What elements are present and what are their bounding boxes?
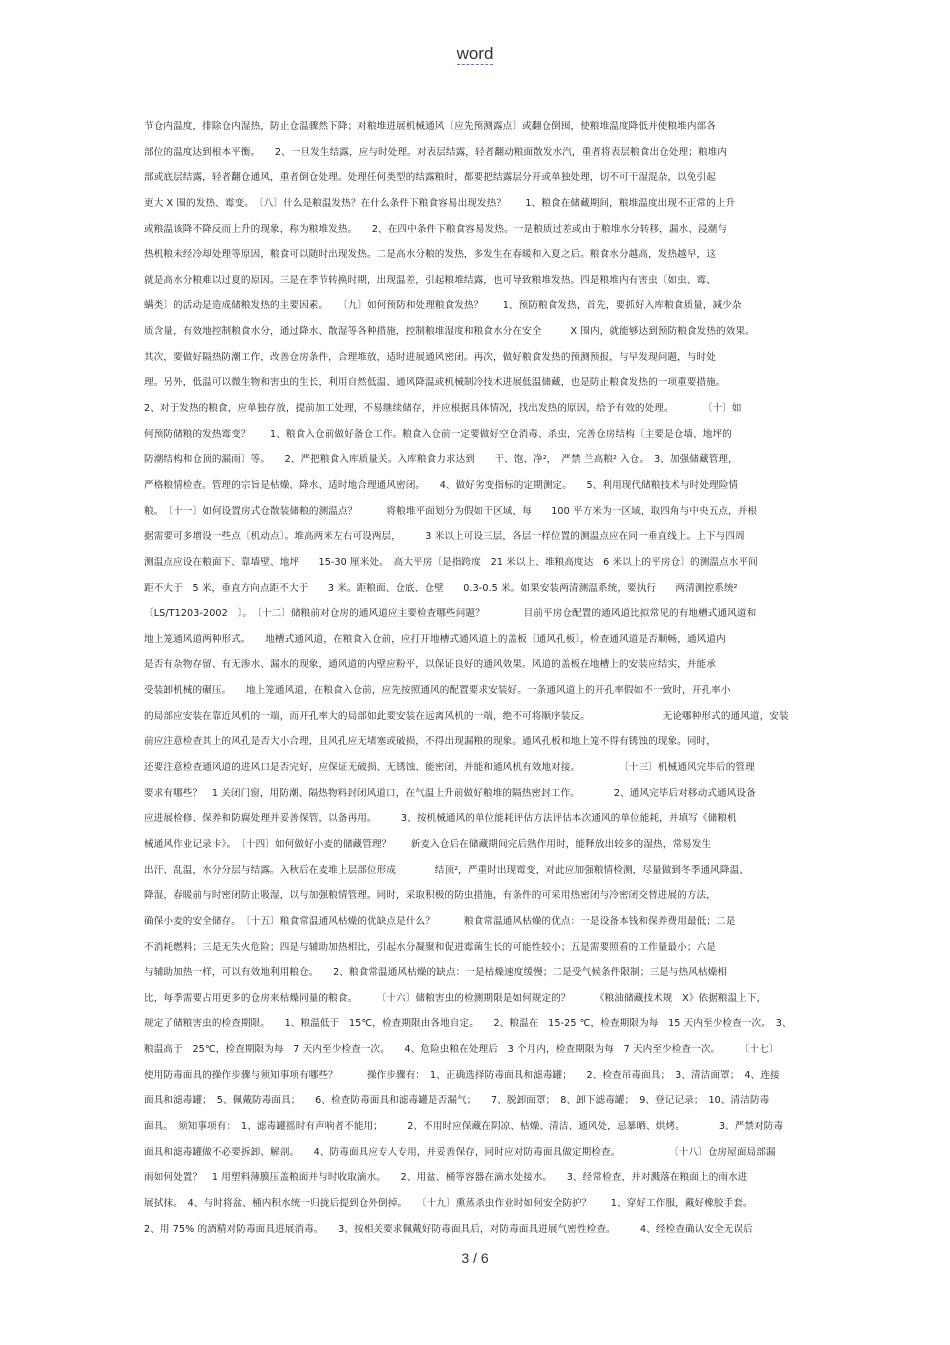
text-line: 雨如何处置？ 1 用塑料薄膜压盖粮面并与时收取滴水。 2、用盆、桶等容器在滴水处接水。 3、经常检查，并对溅落在粮面上的雨水进 <box>144 1172 748 1184</box>
text-line: 其次，要做好隔热防潮工作，改善仓房条件，合理堆放，适时进展通风密闭。再次，做好粮食发热的预测预报，与早发现问题，与时处 <box>144 351 716 363</box>
text-line: 规定了储粮害虫的检查期限。 1、粮温低于 15℃，检查期限由各地自定。 2、粮温在 15-25 ℃，检查期限为每 15 天内至少检查一次。 3、 <box>144 1018 792 1030</box>
text-line: 降湿，春暖前与时密闭防止吸湿，以与加强粮情管理。同时，采取积极的防虫措施，有条件的可采用热密闭与冷密闭交替进展的方法， <box>144 890 716 902</box>
text-line: 严格粮情检查。管理的宗旨是枯燥、降水、适时地合理通风密闭。 4、做好劣变指标的定期测定。 5、利用现代储粮技术与时处理险情 <box>144 479 739 491</box>
text-line: 更大 X 围的发热、霉变。 〔八〕什么是粮温发热？在什么条件下粮食容易出现发热？ 1、粮食在储藏期间，粮堆温度出现不正常的上升 <box>144 197 736 209</box>
document-body <box>144 114 806 1242</box>
text-line: 〔LS/T1203-2002 〕。 〔十二〕储粮前对仓房的通风道应主要检查哪些问题？ 目前平房仓配置的通风道比拟常见的有地槽式通风道和 <box>144 608 757 620</box>
text-line: 的局部应安装在靠近风机的一端，而开孔率大的局部如此要安装在远离风机的一端，绝不可将顺序装反。 无论哪种形式的通风道，安装 <box>144 710 789 722</box>
text-line: 面具和滤毒罐做不必要拆卸、解剖。 4、防毒面具应专人专用，并妥善保存，同时应对防毒面具做定期检查。 〔十八〕仓房屋面局部漏 <box>144 1146 776 1158</box>
text-line: 测温点应设在粮面下、靠墙壁、地坪 15-30 厘米处。 高大平房〔是指跨度 21 米以上、堆粮高度达 6 米以上的平房仓〕的测温点水平间 <box>144 556 758 568</box>
text-line: 要求有哪些？ 1 关闭门窗，用防潮、隔热物料封闭风道口，在气温上升前做好粮堆的隔热密封工作。 2、通风完毕后对移动式通风设备 <box>144 787 756 799</box>
text-line: 展拭抹。 4、与时将盆、桶内积水统一归拢后提到仓外倒掉。 〔十九〕熏蒸杀虫作业时如何安全防护？ 1、穿好工作服，戴好橡胶手套。 <box>144 1197 753 1209</box>
text-line: 2、用 75% 的酒精对防毒面具进展消毒。 3、按相关要求佩戴好防毒面具后，对防毒面具进展气密性检查。 4、经检查确认安全无误后 <box>144 1223 753 1235</box>
text-line: 前应注意检查其上的风孔是否大小合理，且风孔应无堵塞或破损，不得出现漏粮的现象。通风孔板和地上笼不得有锈蚀的现象。同时， <box>144 736 716 748</box>
text-line: 部位的温度达到根本平衡。 2、一旦发生结露，应与时处理。对表层结露，轻者翻动粮面散发水汽，重者将表层粮食出仓处理；粮堆内 <box>144 146 728 158</box>
text-line: 受装卸机械的碾压。 地上笼通风道，在粮食入仓前，应先按照通风的配置要求安装好。一条通风道上的开孔率假如不一致时，开孔率小 <box>144 685 731 697</box>
text-line: 面具。 须知事项有： 1、滤毒罐摇时有声响者不能用； 2、不用时应保藏在阴凉、枯燥、清洁、通风处，忌暴晒、烘烤。 3、严禁对防毒 <box>144 1120 784 1132</box>
document-title-text: word <box>456 44 494 63</box>
text-line: 螨类〕的活动是造成储粮发热的主要因素。 〔九〕如何预防和处理粮食发热？ 1、预防粮食发热，首先，要抓好入库粮食质量，减少杂 <box>144 300 742 312</box>
text-line: 应进展检修、保养和防腐处理并妥善保管，以备再用。 3、按机械通风的单位能耗评估方法评估本次通风的单位能耗，并填写《储粮机 <box>144 813 737 825</box>
text-line: 或粮温该降不降反而上升的现象，称为粮堆发热。 2、在四中条件下粮食容易发热。一是粮质过差或由于粮堆水分转移，漏水、浸潮与 <box>144 223 728 235</box>
page-number: 3 / 6 <box>461 1250 489 1266</box>
text-line: 部或底层结露，轻者翻仓通风，重者倒仓处理。处理任何类型的结露粮时，都要把结露层分开或单独处理，切不可干湿混杂，以免引起 <box>144 172 716 184</box>
text-line: 比，每季需要占用更多的仓房来枯燥同量的粮食。 〔十六〕储粮害虫的检测期限是如何规定的？ 《粮油储藏技术规 X》依据粮温上下， <box>144 992 767 1004</box>
text-line: 就是高水分粮难以过夏的原因。三是在季节转换时期，出现温差，引起粮堆结露，也可导致粮堆发热。四是粮堆内有害虫〔如虫、霉、 <box>144 274 716 286</box>
text-line: 节仓内温度，排除仓内湿热，防止仓温骤然下降；对粮堆进展机械通风〔应先预测露点〕或翻仓倒囤，使粮堆温度降低并使粮堆内部各 <box>144 121 716 132</box>
text-line: 2、对于发热的粮食，应单独存放，提前加工处理，不易继续储存，并应根据具体情况，找出发热的原因，给予有效的处理。 〔十〕如 <box>144 403 742 415</box>
text-line: 地上笼通风道两种形式。 地槽式通风道，在粮食入仓前，应打开地槽式通风道上的盖板〔通风孔板〕，检查通风道是否顺畅，通风道内 <box>144 633 726 645</box>
text-line: 面具和滤毒罐； 5、佩戴防毒面具； 6、检查防毒面具和滤毒罐是否漏气； 7、脱卸面罩； 8、卸下滤毒罐； 9、登记记录； 10、清洁防毒 <box>144 1095 770 1107</box>
text-line: 距不大于 5 米，垂直方向点距不大于 3 米。距粮面、仓底、仓壁 0.3-0.5 米。如果安装两清测温系统，要执行 两清测控系统² <box>144 582 738 594</box>
text-line: 粮温高于 25℃，检查期限为每 7 天内至少检查一次。 4、危险虫粮在处理后 3 个月内，检查期限为每 7 天内至少检查一次。 〔十七〕 <box>144 1044 779 1056</box>
text-line: 械通风作业记录卡》。 〔十四〕如何做好小麦的储藏管理？ 新麦入仓后在储藏期间完后熟作用时，能释放出较多的湿热，常易发生 <box>144 838 712 850</box>
text-line: 粮。 〔十一〕如何设置房式仓散装储粮的测温点？ 将粮堆平面划分为假如干区域，每 100 平方米为一区域，取四角与中央五点，并根 <box>144 505 758 517</box>
text-line: 使用防毒面具的操作步骤与须知事项有哪些？ 操作步骤有： 1、正确选择防毒面具和滤毒罐； 2、检查吊毒面具； 3、清洁面罩； 4、连接 <box>144 1069 780 1081</box>
text-line: 确保小麦的安全储存。 〔十五〕粮食常温通风枯燥的优缺点是什么？ 粮食常温通风枯燥的优点：一是设备本钱和保养费用最低；二是 <box>144 915 736 927</box>
text-line: 出汗、乱温，水分分层与结露。入秋后在麦堆上层部位形成 结顶²，严重时出现霉变，对此应加强粮情检测，尽量做到冬季通风降温、 <box>144 864 749 876</box>
text-line: 据需要可多增设一些点〔机动点〕。堆高两米左右可设两层， 3 米以上可设三层，各层一样位置的测温点应在同一垂直线上。上下与四周 <box>144 531 745 543</box>
text-line: 防潮结构和仓顶的漏雨〕等。 2、严把粮食入库质量关。入库粮食力求达到 干、饱、净²， 严禁 兰高粮² 入仓。 3、加强储藏管理， <box>144 454 738 466</box>
document-title <box>0 44 950 64</box>
text-line: 质含量，有效地控制粮食水分，通过降水、散湿等各种措施，控制粮堆湿度和粮食水分在安全 X 围内，就能够达到预防粮食发热的效果。 <box>144 326 755 338</box>
text-line: 何预防储粮的发热霉变？ 1、粮食入仓前做好备仓工作。粮食入仓前一定要做好空仓消毒、杀虫，完善仓房结构〔主要是仓墙、地坪的 <box>144 428 732 440</box>
text-line: 还要注意检查通风道的进风口是否完好，应保证无破损、无锈蚀、能密闭，并能和通风机有效地对接。 〔十三〕机械通风完毕后的管理 <box>144 762 755 774</box>
text-line: 与辅助加热一样，可以有效地利用粮仓。 2、粮食常温通风枯燥的缺点：一是枯燥速度缓慢；二是受气候条件限制；三是与热风枯燥相 <box>144 967 728 979</box>
text-line: 理。另外，低温可以微生物和害虫的生长，利用自然低温、通风降温或机械制冷技术进展低温储藏，也是防止粮食发热的一项重要措施。 <box>144 377 726 389</box>
text-line: 不消耗燃料；三是无失火危险；四是与辅助加热相比，引起水分凝聚和促进霉菌生长的可能性较小；五是需要照看的工作量最小；六是 <box>144 941 716 953</box>
text-line: 热机粮未经冷却处理等原因，粮食可以随时出现发热。二是高水分粮的发热，多发生在春暖和入夏之后。粮食水分越高，发热越早，这 <box>144 249 716 261</box>
text-line: 是否有杂物存留、有无渗水、漏水的现象，通风道的内壁应粉平，以保证良好的通风效果。风道的盖板在地槽上的安装应结实，并能承 <box>144 659 716 671</box>
